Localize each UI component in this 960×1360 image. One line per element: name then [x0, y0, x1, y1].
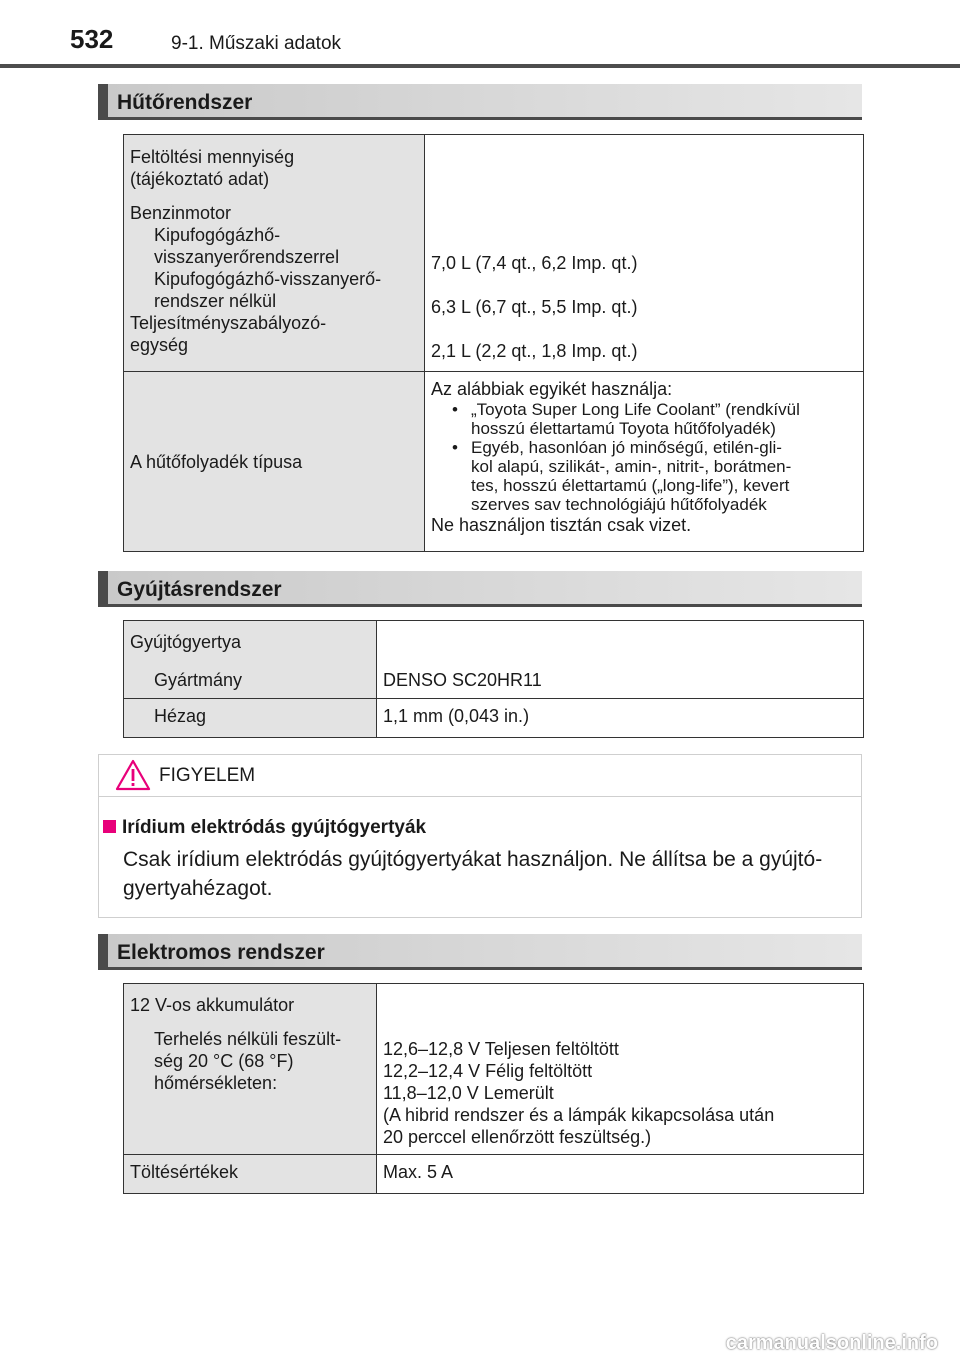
charging-label-cell [124, 1155, 377, 1194]
with-recovery-label: Kipufogógázhő- [154, 225, 281, 245]
gap-value-cell [377, 699, 864, 738]
coolant-bullet-1-line-2: hosszú élettartamú Toyota hűtőfolyadék) [471, 419, 776, 438]
voltage-label-line-1: Terhelés nélküli feszült- [154, 1029, 342, 1049]
capacity-label-note: (tájékoztató adat) [130, 169, 270, 189]
coolant-bullet-2-line-2: kol alapú, szilikát-, amin-, nitrit-, borátmen- [471, 457, 792, 476]
coolant-bullet-2-line-3: tes, hosszú élettartamú („long-life”), kevert [471, 476, 790, 495]
warning-body: Csak irídium elektródás gyújtógyertyákat használjon. Ne állítsa be a gyújtó-gyertyahézagot. [123, 848, 823, 900]
capacity-label-cell [124, 135, 425, 372]
table-row [124, 372, 864, 552]
coolant-bullet-1 [431, 400, 857, 438]
battery-label-cell [124, 984, 377, 1155]
table-row [124, 135, 864, 372]
warning-subtitle: Irídium elektródás gyújtógyertyák [122, 817, 427, 838]
spark-plug-label: Gyújtógyertya [130, 632, 242, 652]
page-header [0, 0, 960, 68]
table-row [124, 1155, 864, 1194]
value-with-recovery: 7,0 L (7,4 qt., 6,2 Imp. qt.) [431, 253, 638, 273]
ignition-table [123, 620, 864, 738]
cooling-table [123, 134, 864, 552]
pcu-label: Teljesítményszabályozó- [130, 313, 327, 333]
table-row [124, 984, 864, 1155]
voltage-discharged: 11,8–12,0 V Lemerült [383, 1083, 554, 1103]
electrical-heading-text: Elektromos rendszer [117, 941, 325, 964]
value-without-recovery: 6,3 L (6,7 qt., 5,5 Imp. qt.) [431, 297, 638, 317]
coolant-note: Ne használjon tisztán csak vizet. [431, 515, 692, 535]
voltage-values-cell [377, 984, 864, 1155]
gap-value: 1,1 mm (0,043 in.) [383, 706, 530, 726]
footer-watermark: carmanualsonline.info [725, 1332, 938, 1354]
cooling-heading-text: Hűtőrendszer [117, 91, 253, 114]
warning-box [98, 754, 862, 918]
gap-label-cell [124, 699, 377, 738]
warning-title: FIGYELEM [159, 765, 256, 786]
voltage-label-line-3: hőmérsékleten: [154, 1073, 278, 1093]
warning-subtitle-row [103, 817, 426, 839]
coolant-bullet-2 [431, 438, 857, 514]
spark-plug-label-cell [124, 621, 377, 699]
table-row [124, 699, 864, 738]
voltage-note-line-2: 20 perccel ellenőrzött feszültség.) [383, 1127, 652, 1147]
capacity-values-cell [425, 135, 864, 372]
coolant-bullet-2-line-4: szerves sav technológiájú hűtőfolyadék [471, 495, 767, 514]
coolant-type-label: A hűtőfolyadék típusa [130, 451, 303, 472]
coolant-bullet-2-line-1: • Egyéb, hasonlóan jó minőségű, etilén-gli- [471, 438, 782, 457]
gap-label: Hézag [154, 706, 207, 726]
charging-label: Töltésértékek [130, 1162, 239, 1182]
coolant-type-intro: Az alábbiak egyikét használja: [431, 379, 673, 399]
electrical-table [123, 983, 864, 1194]
make-value: DENSO SC20HR11 [383, 670, 542, 690]
without-recovery-label-cont: rendszer nélkül [154, 291, 277, 311]
without-recovery-label: Kipufogógázhő-visszanyerő- [154, 269, 382, 289]
value-pcu: 2,1 L (2,2 qt., 1,8 Imp. qt.) [431, 341, 638, 361]
square-bullet-icon [103, 820, 116, 833]
cooling-heading [98, 84, 862, 120]
charging-value-cell [377, 1155, 864, 1194]
with-recovery-label-cont: visszanyerőrendszerrel [154, 247, 340, 267]
engine-label: Benzinmotor [130, 203, 232, 223]
page-number: 532 [70, 24, 114, 54]
make-label: Gyártmány [154, 670, 243, 690]
warning-triangle-icon [115, 759, 151, 791]
header-rule [0, 64, 960, 68]
ignition-heading-text: Gyújtásrendszer [117, 578, 282, 601]
voltage-note-line-1: (A hibrid rendszer és a lámpák kikapcsolása után [383, 1105, 775, 1125]
ignition-heading [98, 571, 862, 607]
voltage-label-line-2: ség 20 °C (68 °F) [154, 1051, 294, 1071]
coolant-type-label-cell [124, 372, 425, 552]
coolant-type-cell [425, 372, 864, 552]
warning-header [99, 755, 861, 797]
voltage-half: 12,2–12,4 V Félig feltöltött [383, 1061, 593, 1081]
table-row [124, 621, 864, 699]
charging-value: Max. 5 A [383, 1162, 454, 1182]
coolant-bullet-1-line-1: • „Toyota Super Long Life Coolant” (rendkívül [471, 400, 800, 419]
pcu-label-cont: egység [130, 335, 189, 355]
section-title: 9-1. Műszaki adatok [171, 33, 342, 54]
voltage-full: 12,6–12,8 V Teljesen feltöltött [383, 1039, 619, 1059]
electrical-heading [98, 934, 862, 970]
make-value-cell [377, 621, 864, 699]
battery-label: 12 V-os akkumulátor [130, 995, 295, 1015]
capacity-label: Feltöltési mennyiség [130, 147, 295, 167]
